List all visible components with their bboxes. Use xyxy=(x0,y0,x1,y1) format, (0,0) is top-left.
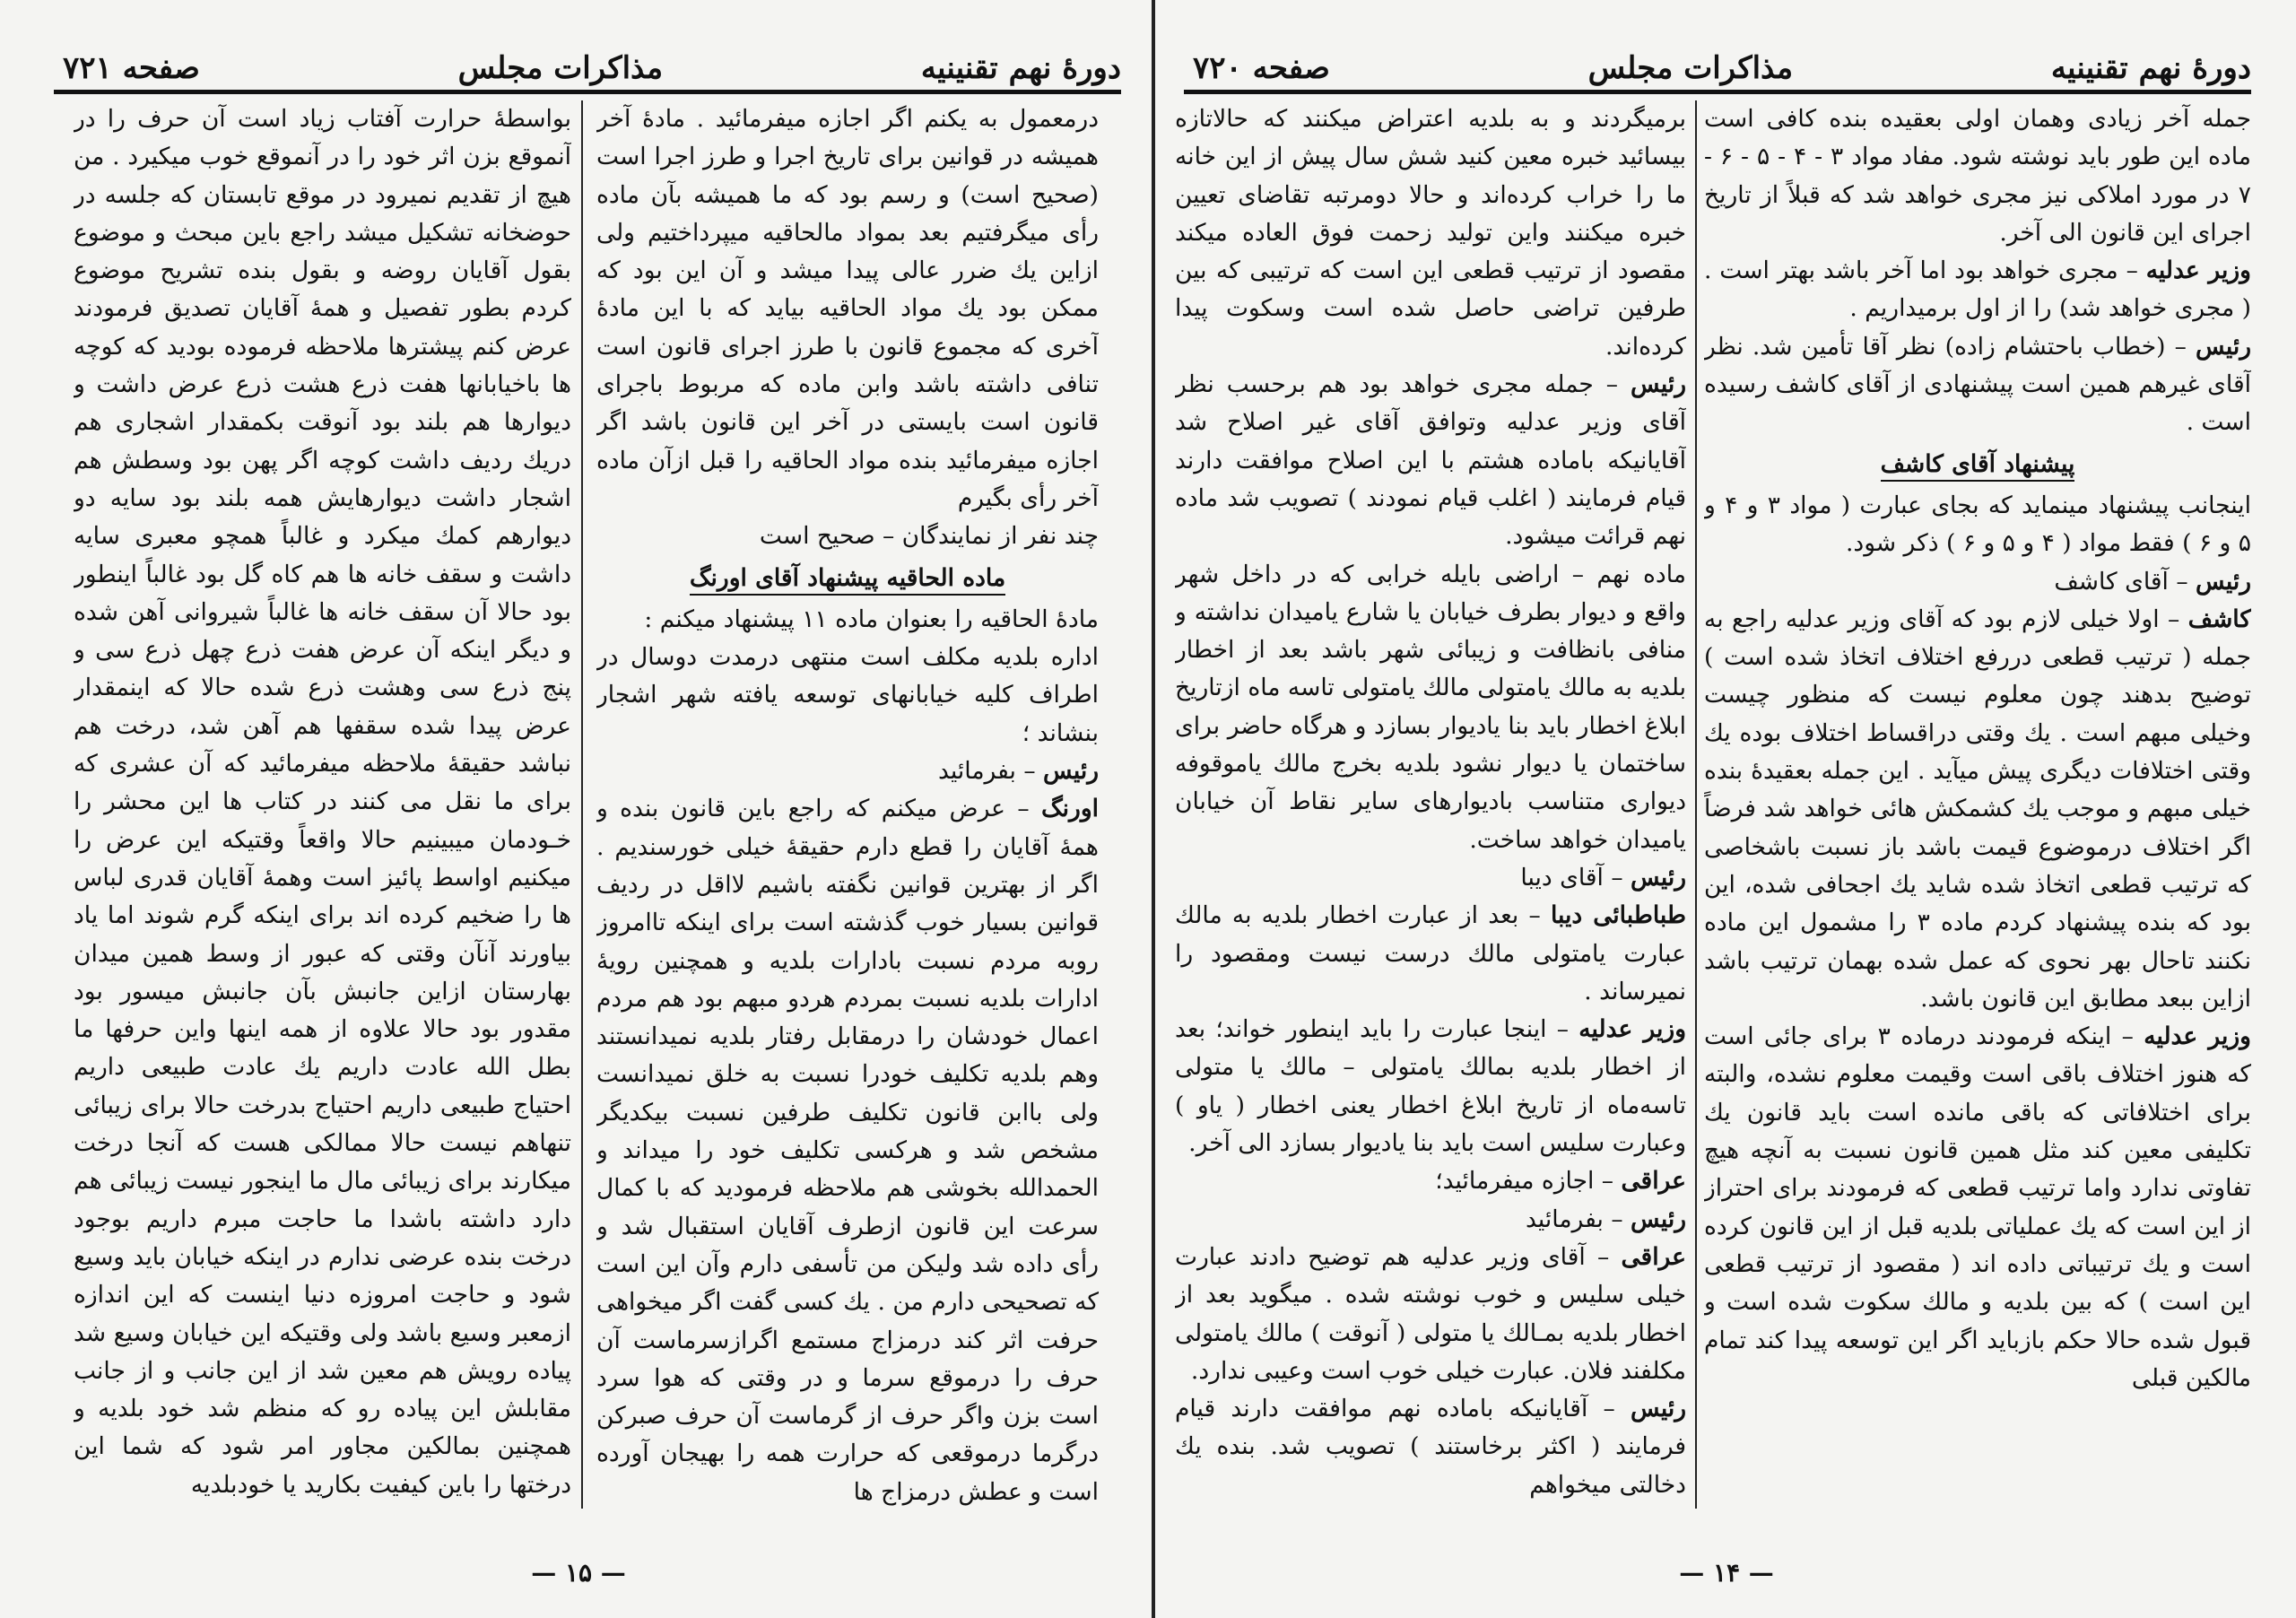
paragraph-text: اداره بلدیه مکلف است منتهی درمدت دوسال در اطراف کلیه خیابانهای توسعه یافته شهر اشجار بنشاند ؛ xyxy=(596,643,1099,747)
speaker-name: طباطبائی دیبا xyxy=(1550,901,1686,930)
text-column-right xyxy=(1704,100,2251,1509)
paragraph xyxy=(1704,487,2251,563)
speaker-name: عراقی xyxy=(1621,1242,1686,1271)
page-number-label: صفحه ۷۲۱ xyxy=(63,50,200,86)
page-running-title: مذاکرات مجلس xyxy=(457,50,664,86)
paragraph xyxy=(1704,100,2251,252)
paragraph xyxy=(1175,859,1686,897)
paragraph-text: – اینکه فرمودند درماده ۳ برای جائی است که هنوز اختلاف باقی است وقیمت معلوم نشده، والبته برای اختلافاتی که باقی مانده است باید قانون یك تکلیفی معین کند مثل همین قانون نسبت به آنچه هیچ تفاوتی ندارد واما ترتیب قطعی که فرمودند برای احتراز از این است که یك عملیاتی بلدیه قبل از این قانون کرده است و یك ترتیباتی داده اند ( مقصود از ترتیب قطعی این است ) که بین بلدیه و مالك سکوت شده است و قبول شده حالا حکم بازباید اگر این توسعه پیدا کند تمام مالکین قبلی xyxy=(1704,1022,2251,1392)
paragraph-text: اینجانب پیشنهاد مینماید که بجای عبارت ( مواد ۳ و ۴ و ۵ و ۶ ) فقط مواد ( ۴ و ۵ و ۶ ) ذکر شود. xyxy=(1704,491,2251,558)
paragraph-text: – عرض میکنم که راجع باین قانون بنده و همهٔ آقایان را قطع دارم حقیقهٔ خیلی خورسندیم . اگر از بهترین قوانین نگفته باشیم لااقل در ردیف قوانین بسیار خوب گذشته است برای اینکه تاامروز روبه مردم نسبت بادارات بلدیه و همچنین رویهٔ ادارات بلدیه نسبت بمردم هردو مبهم بود هم مردم اعمال خودشان را درمقابل رفتار بلدیه نمیدانستند وهم بلدیه تکلیف خودرا نسبت به خلق نمیدانست ولی باابن قانون تکلیف طرفین نسبت بیکدیگر مشخص شد و هرکسی تکلیف خود را میداند و الحمدالله بخوشی هم ملاحظه فرمودید که با کمال سرعت این قانون ازطرف آقایان استقبال شد و رأی داده شد ولیکن من تأسفی دارم وآن این است که تصحیحی دارم من . یك کسی گفت اگر میخواهی حرفت اثر کند درمزاج مستمع اگرازسرماست آن حرف را درموقع سرما و در وقتی که هوا سرد است بزن واگر حرف از گرماست آن حرف صبرکن درگرما درموقعی که حرارت همه را بهیجان آورده است و عطش درمزاج ها xyxy=(596,795,1099,1506)
speaker-name: وزیر عدلیه xyxy=(1578,1015,1686,1044)
paragraph-text: – آقایانیکه باماده نهم موافقت دارند قیام فرمایند ( اکثر برخاستند ) تصویب شد. بنده یك دخالتی میخواهم xyxy=(1175,1395,1686,1499)
speaker-name: رئیس xyxy=(2196,332,2251,361)
speaker-name: وزیر عدلیه xyxy=(2145,257,2251,285)
paragraph xyxy=(1175,556,1686,859)
paragraph-text: ماده نهم – اراضی بایله خرابی که در داخل شهر واقع و دیوار بطرف خیابان یا شارع یامیدان نداشته و منافی بانظافت و زیبائی شهر باشد بعد از اخطار بلدیه به مالك یامتولی مالك یامتولی تاسه ماه ازتاریخ ابلاغ اخطار باید بنا یادیوار بسازد و هرگاه حاضر برای ساختمان یا دیوار نشود بلدیه بخرج مالك یاموقوفه دیواری متناسب بادیوارهای سایر نقاط آن خیابان یامیدان خواهد ساخت. xyxy=(1175,560,1686,854)
paragraph-text: – اجازه میفرمائید؛ xyxy=(1435,1167,1622,1196)
paragraph-text: – بعد از عبارت اخطار بلدیه به مالك عبارت یامتولی مالك درست نیست ومقصود را نمیرساند . xyxy=(1175,901,1686,1005)
paragraph-text: چند نفر از نمایندگان – صحیح است xyxy=(759,522,1099,551)
paragraph-text: – (خطاب باحتشام زاده) نظر آقا تأمین شد. نظر آقای غیرهم همین است پیشنهادی از آقای کاشف رسیده است . xyxy=(1704,332,2251,437)
right-page xyxy=(1157,0,2296,1618)
paragraph-text: – بفرمائید xyxy=(1525,1205,1631,1233)
paragraph xyxy=(1704,601,2251,1018)
speaker-name: عراقی xyxy=(1621,1167,1686,1196)
paragraph-text: – جمله مجری خواهد بود هم برحسب نظر آقای وزیر عدلیه وتوافق آقای غیر اصلاح شد آقایانیکه باماده هشتم با این اصلاح موافقت دارند قیام فرمایند ( اغلب قیام نمودند ) تصویب شد ماده نهم قرائت میشود. xyxy=(1175,370,1686,551)
header-rule xyxy=(1184,90,2251,94)
paragraph-text: – اینجا عبارت را باید اینطور خواند؛ بعد از اخطار بلدیه بمالك یامتولی – مالك یا متولی تاسه‌ماه از تاریخ ابلاغ اخطار یعنی اخطار ( یاو ) وعبارت سلیس است باید بنا یادیوار بسازد الی آخر. xyxy=(1175,1015,1686,1158)
paragraph xyxy=(1175,366,1686,555)
page-footer-number: — ۱۴ — xyxy=(1679,1558,1774,1588)
paragraph-text: بواسطهٔ حرارت آفتاب زیاد است آن حرف را در آنموقع بزن اثر خود را در آنموقع خوب میکیرد . من هیچ از تقدیم نمیرود در موقع تابستان که جلسه در حوضخانه تشکیل میشد راجع باین مبحث و موضوع بقول آقایان روضه و بقول بنده تشریح موضوع کردم بطور تفصیل و همهٔ آقایان تصدیق فرمودند عرض کنم پیشترها ملاحظه فرموده بودید که کوچه ها باخیابانها هفت ذرع هشت ذرع عرض داشت و دیوارها هم بلند بود آنوقت بکمقدار اشجاری هم دریك ردیف داشت کوچه اگر پهن بود وسطش هم اشجار داشت دیوارهایش همه بلند بود سایه دو دیوارهم کمك میکرد و غالباً همچو معبری سایه داشت و سقف خانه ها هم کاه گل بود غالباً اینطور بود حالا آن سقف خانه ها غالباً شیروانی آهن شده و دیگر اینکه آن عرض هفت ذرع چهل ذرع سی و پنج ذرع سی وهشت ذرع شده حالا که اینمقدار عرض پیدا شده سقفها هم آهن شد، درخت هم نباشد حقیقهٔ ملاحظه میفرمائید که آن عشری که برای ما نقل می کنند در کتاب ها این محشر را خـودمان میبینیم حالا واقعاً وقتیکه این عرض را میکنیم اواسط پائیز است وهمهٔ آقایان قدری لباس ها را ضخیم کرده اند برای اینکه گرم شوند اما یاد بیاورند آنآن وقتی که عبور از وسط همین میدان بهارستان ازاین جانبش بآن جانبش میسور بود مقدور بود حالا علاوه از همه اینها واین حرفها ما بطل الله عادت داریم یك عادت طبیعی داریم احتیاج طبیعی داریم احتیاج بدرخت حالا برای زیبائی تنهاهم نیست حالا ممالکی هست که آنجا درخت میکارند برای زیبائی مال ما اینجور نیست زیبائی هم دارد داشته باشدا ما حاجت مبرم داریم بوجود درخت بنده عرضی ندارم در اینکه خیابان باید وسیع شود و حاجت امروزه دنیا اینست که این اندازه ازمعبر وسیع باشد ولی وقتیکه این خیابان وسیع شد پیاده رویش هم معین شد از این جانب و از جانب مقابلش این پیاده رو که منظم شد خود بلدیه و همچنین بمالکین مجاور امر شود که شما این درختها را باین کیفیت بکارید یا خودبلدیه xyxy=(74,105,571,1499)
speaker-name: وزیر عدلیه xyxy=(2144,1022,2251,1051)
page-running-title: مذاکرات مجلس xyxy=(1587,50,1794,86)
paragraph xyxy=(1175,1201,1686,1239)
speaker-name: اورنگ xyxy=(1040,795,1099,823)
paragraph xyxy=(1704,1018,2251,1397)
paragraph xyxy=(596,518,1099,555)
page-footer-number: — ۱۵ — xyxy=(531,1558,626,1588)
text-column-left xyxy=(74,100,571,1509)
section-heading-text: ماده الحاقیه پیشنهاد آقای اورنگ xyxy=(690,564,1005,596)
speaker-name: رئیس xyxy=(1631,1395,1686,1423)
column-divider xyxy=(1695,100,1697,1509)
paragraph xyxy=(1704,252,2251,328)
text-column-right xyxy=(596,100,1099,1509)
paragraph xyxy=(1704,563,2251,601)
speaker-name: رئیس xyxy=(2196,567,2251,596)
speaker-name: رئیس xyxy=(1631,370,1686,399)
paragraph-text: درمعمول به یکنم اگر اجازه میفرمائید . مادهٔ آخر همیشه در قوانین برای تاریخ اجرا و طرز اجرا است (صحیح است) و رسم بود که ما همیشه بآن ماده رأی میگرفتیم بعد بمواد مالحاقیه میپرداختیم ولی ازاین یك ضرر عالی پیدا میشد و آن این بود که ممکن بود یك مواد الحاقیه بیاید که با این مادهٔ آخری که مجموع قانون با طرز اجرای قانون است تنافی داشته باشد وابن ماده که مربوط باجرای قانون است بایستی در آخر این قانون باشد اگر اجازه میفرمائید بنده مواد الحاقیه را قبل ازآن ماده آخر رأی بگیرم xyxy=(596,105,1099,512)
left-page-header xyxy=(63,32,1121,86)
text-column-left xyxy=(1175,100,1686,1509)
paragraph xyxy=(596,790,1099,1509)
paragraph-text: – مجری خواهد بود اما آخر باشد بهتر است . ( مجری خواهد شد) را از اول برمیداریم . xyxy=(1704,257,2251,323)
paragraph-text: جمله آخر زیادی وهمان اولی بعقیده بنده کافی است ماده این طور باید نوشته شود. مفاد مواد ۳ - ۴ - ۵ - ۶ - ۷ در مورد املاکی نیز مجری خواهد شد که قبلاً از تاریخ اجرای این قانون الی آخر. xyxy=(1704,105,2251,247)
section-heading-text: پیشنهاد آقای کاشف xyxy=(1881,450,2075,482)
paragraph xyxy=(1175,1011,1686,1162)
column-divider xyxy=(581,100,583,1509)
paragraph xyxy=(1175,897,1686,1011)
speaker-name: رئیس xyxy=(1043,757,1099,786)
paragraph xyxy=(596,639,1099,752)
paragraph-text: برمیگردند و به بلدیه اعتراض میکنند که حالاتازه بیسائید خبره معین کنید شش سال پیش از این خانه ما را خراب کرده‌اند و حالا دومرتبه تقاضای تعیین خبره میکنند واین تولید زحمت فوق العاده میکند مقصود از ترتیب قطعی این است که ترتیبی که بین طرفین تراضی حاصل شده است وسکوت پیدا کرده‌اند. xyxy=(1175,105,1686,361)
paragraph xyxy=(1175,1390,1686,1504)
paragraph-text: – آقای دیبا xyxy=(1520,863,1631,892)
page-series-title: دورهٔ نهم تقنینیه xyxy=(920,50,1121,86)
paragraph xyxy=(596,100,1099,518)
page-series-title: دورهٔ نهم تقنینیه xyxy=(2050,50,2251,86)
paragraph-text: – اولا خیلی لازم بود که آقای وزیر عدلیه راجع به جمله ( ترتیب قطعی دررفع اختلاف اتخاذ شده است ) توضیح بدهند چون معلوم نیست که منظور چیست وخیلی مبهم است . یك وقتی دراقساط اختلاف بوده یك وقتی اختلافات دیگری پیش میآید . این جمله بعقیدهٔ بنده خیلی مبهم و موجب یك کشمکش هائی خواهد شد فرضاً اگر اختلاف درموضوع قیمت باشد باز نسبت باشخاصی که ترتیب قطعی اتخاذ شده شاید یك اجحافی شده، این بود که بنده پیشنهاد کردم ماده ۳ را مشمول این ماده نکنند تاحال بهر نحوی که عمل شده بهمان ترتیب باشد ازاین ببعد مطابق این قانون باشد. xyxy=(1704,605,2251,1013)
paragraph-text: – آقای وزیر عدلیه هم توضیح دادند عبارت خیلی سلیس و خوب نوشته شده . میگوید بعد از اخطار بلدیه بمـالك یا متولی ( آنوقت ) مالك یامتولی مکلفند فلان. عبارت خیلی خوب است وعیبی ندارد. xyxy=(1175,1242,1686,1385)
paragraph-text: – آقای کاشف xyxy=(2054,567,2196,596)
paragraph xyxy=(596,752,1099,790)
paragraph xyxy=(74,100,571,1504)
header-rule xyxy=(54,90,1121,94)
speaker-name: رئیس xyxy=(1631,1205,1686,1233)
speaker-name: کاشف xyxy=(2187,605,2251,633)
section-heading xyxy=(596,560,1099,597)
section-heading xyxy=(1704,446,2251,483)
right-page-header xyxy=(1193,32,2251,86)
speaker-name: رئیس xyxy=(1631,863,1686,892)
page-number-label: صفحه ۷۲۰ xyxy=(1193,50,1330,86)
paragraph xyxy=(1175,1162,1686,1200)
paragraph-text: – بفرمائید xyxy=(937,757,1044,786)
book-gutter xyxy=(1152,0,1155,1618)
paragraph-text: مادهٔ الحاقیه را بعنوان ماده ۱۱ پیشنهاد میکنم : xyxy=(644,605,1099,633)
paragraph xyxy=(1175,100,1686,366)
paragraph xyxy=(596,601,1099,639)
paragraph xyxy=(1704,328,2251,442)
paragraph xyxy=(1175,1239,1686,1390)
